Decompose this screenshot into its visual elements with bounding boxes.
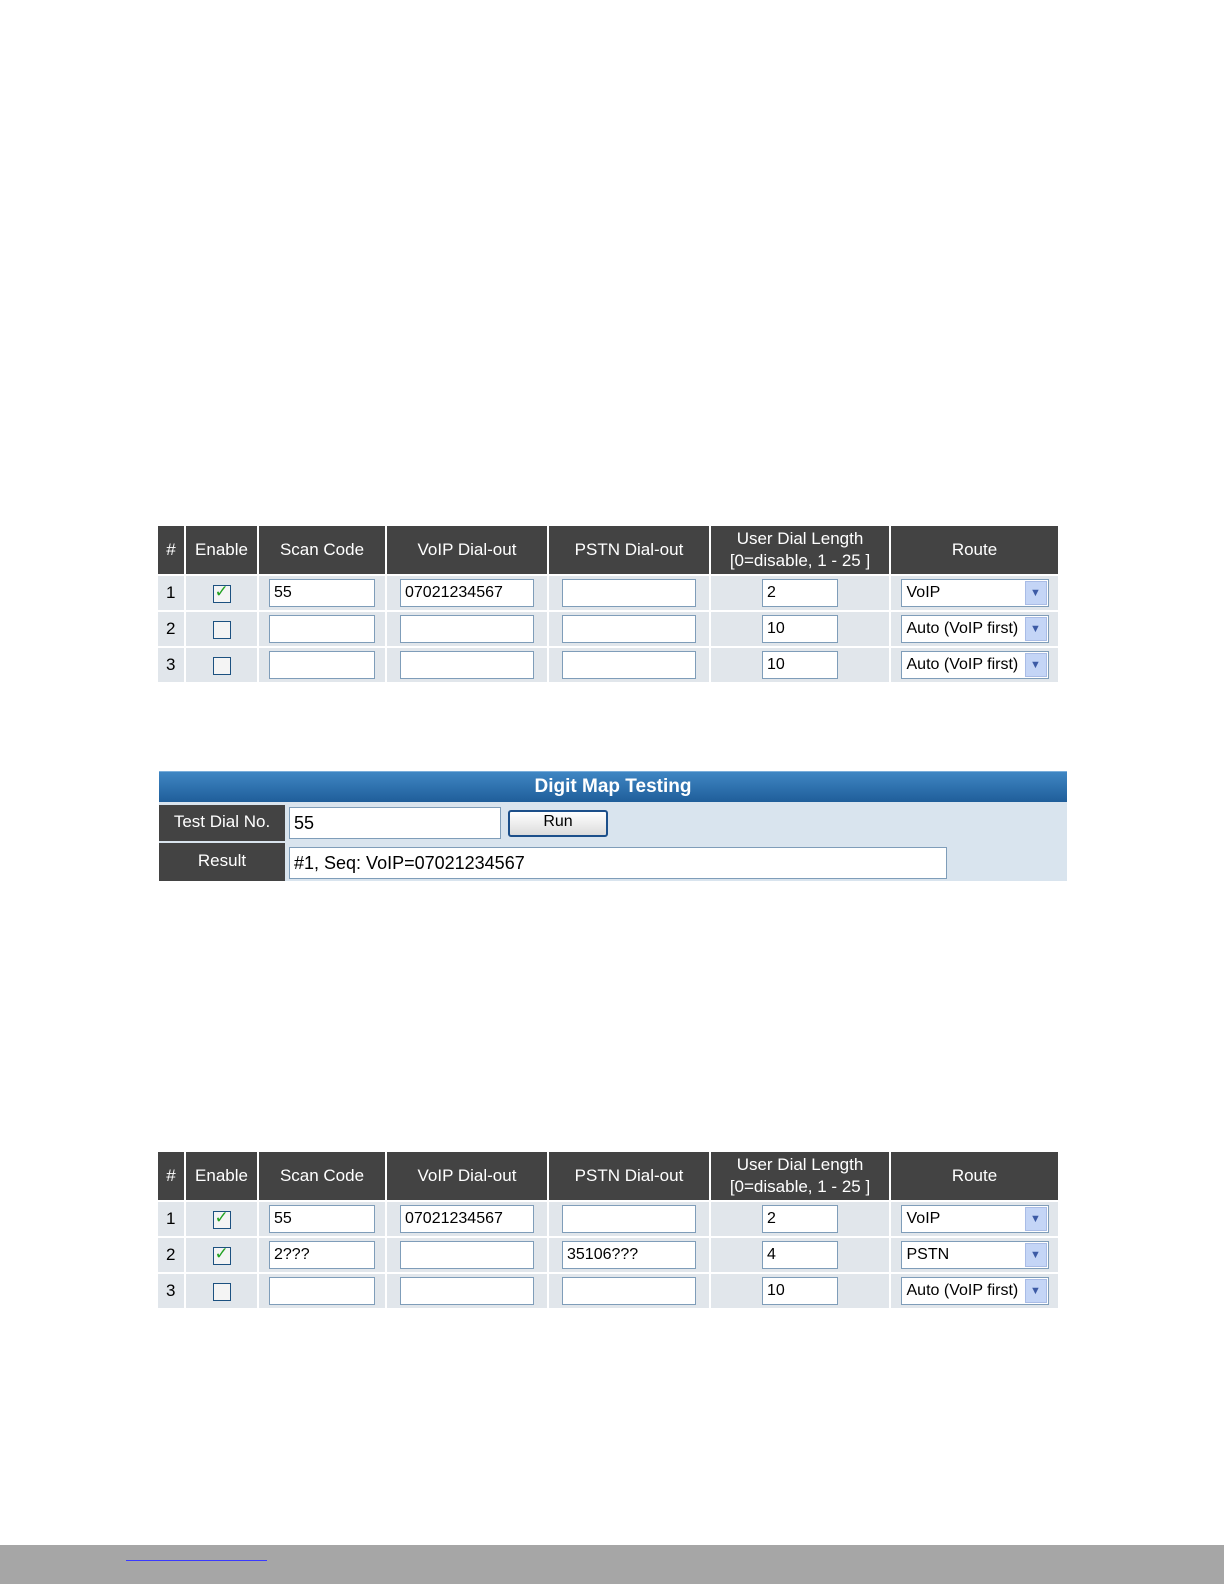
col-header-scan-code: Scan Code (258, 526, 386, 575)
user-dial-length-input[interactable]: 4 (762, 1241, 838, 1269)
pstn-dial-out-cell (548, 575, 710, 611)
scan-code-cell (258, 1237, 386, 1273)
col-header-route: Route (890, 1152, 1058, 1201)
col-header-route: Route (890, 526, 1058, 575)
user-dial-length-cell (710, 1201, 890, 1237)
col-header-pstn-dial-out: PSTN Dial-out (548, 1152, 710, 1201)
route-select-value: Auto (VoIP first) (906, 656, 1019, 673)
user-dial-length-input[interactable]: 10 (762, 615, 838, 643)
table-row (158, 647, 1058, 682)
voip-dial-out-input[interactable]: 07021234567 (400, 1205, 534, 1233)
chevron-down-icon[interactable]: ▼ (1025, 1243, 1047, 1267)
user-dial-length-cell (710, 1273, 890, 1308)
voip-dial-out-input[interactable] (400, 651, 534, 679)
row-number: 3 (158, 1273, 185, 1308)
col-header-user-dial-length-range: [0=disable, 1 - 25 ] (729, 1177, 871, 1196)
enable-checkbox[interactable] (213, 1283, 231, 1301)
user-dial-length-input[interactable]: 2 (762, 579, 838, 607)
col-header-scan-code: Scan Code (258, 1152, 386, 1201)
chevron-down-icon[interactable]: ▼ (1025, 1207, 1047, 1231)
row-number: 1 (158, 1201, 185, 1237)
col-header-number: # (158, 526, 185, 575)
pstn-dial-out-input[interactable] (562, 1205, 696, 1233)
route-select-value: PSTN (906, 1246, 950, 1263)
enable-checkbox[interactable] (213, 1243, 231, 1265)
digit-map-testing-panel (159, 771, 1067, 881)
digit-map-table-2 (158, 1152, 1058, 1308)
user-dial-length-input[interactable]: 10 (762, 1277, 838, 1305)
enable-checkbox[interactable] (213, 581, 231, 603)
chevron-down-icon[interactable]: ▼ (1025, 1279, 1047, 1303)
route-cell (890, 1201, 1058, 1237)
route-select[interactable] (901, 651, 1049, 679)
chevron-down-icon[interactable]: ▼ (1025, 581, 1047, 605)
voip-dial-out-input[interactable] (400, 1277, 534, 1305)
scan-code-cell (258, 611, 386, 647)
route-select-value: Auto (VoIP first) (906, 620, 1019, 637)
table-row (158, 1273, 1058, 1308)
col-header-enable: Enable (185, 1152, 258, 1201)
scan-code-cell (258, 1201, 386, 1237)
pstn-dial-out-cell (548, 611, 710, 647)
route-select[interactable] (901, 1205, 1049, 1233)
footer-link[interactable] (126, 1559, 267, 1561)
table-row (158, 575, 1058, 611)
scan-code-input[interactable]: 55 (269, 579, 375, 607)
panel-title: Digit Map Testing (159, 771, 1067, 802)
route-select-value: VoIP (906, 584, 941, 601)
col-header-enable: Enable (185, 526, 258, 575)
user-dial-length-input[interactable]: 10 (762, 651, 838, 679)
user-dial-length-cell (710, 611, 890, 647)
route-select[interactable] (901, 615, 1049, 643)
scan-code-input[interactable]: 55 (269, 1205, 375, 1233)
pstn-dial-out-cell (548, 647, 710, 682)
user-dial-length-cell (710, 1237, 890, 1273)
voip-dial-out-cell (386, 575, 548, 611)
scan-code-cell (258, 575, 386, 611)
enable-cell (185, 1201, 258, 1237)
voip-dial-out-cell (386, 611, 548, 647)
user-dial-length-cell (710, 647, 890, 682)
voip-dial-out-input[interactable] (400, 1241, 534, 1269)
pstn-dial-out-input[interactable] (562, 579, 696, 607)
col-header-voip-dial-out: VoIP Dial-out (386, 526, 548, 575)
enable-checkbox[interactable] (213, 657, 231, 675)
enable-checkbox[interactable] (213, 621, 231, 639)
row-number: 3 (158, 647, 185, 682)
route-select[interactable] (901, 579, 1049, 607)
scan-code-input[interactable] (269, 615, 375, 643)
user-dial-length-cell (710, 575, 890, 611)
voip-dial-out-cell (386, 1237, 548, 1273)
route-select[interactable] (901, 1277, 1049, 1305)
enable-cell (185, 1273, 258, 1308)
pstn-dial-out-input[interactable] (562, 651, 696, 679)
route-cell (890, 575, 1058, 611)
table-header-row (158, 1152, 1058, 1201)
route-cell (890, 647, 1058, 682)
table-row (158, 611, 1058, 647)
scan-code-input[interactable] (269, 651, 375, 679)
route-cell (890, 1237, 1058, 1273)
enable-cell (185, 1237, 258, 1273)
col-header-user-dial-length (710, 526, 890, 575)
footer-bar (0, 1545, 1224, 1584)
table-header-row (158, 526, 1058, 575)
row-number: 2 (158, 611, 185, 647)
chevron-down-icon[interactable]: ▼ (1025, 617, 1047, 641)
enable-cell (185, 611, 258, 647)
voip-dial-out-input[interactable] (400, 615, 534, 643)
chevron-down-icon[interactable]: ▼ (1025, 653, 1047, 677)
row-number: 1 (158, 575, 185, 611)
pstn-dial-out-cell (548, 1273, 710, 1308)
route-select-value: VoIP (906, 1210, 941, 1227)
route-cell (890, 611, 1058, 647)
check-icon: ✓ (214, 1207, 229, 1228)
scan-code-cell (258, 1273, 386, 1308)
pstn-dial-out-cell (548, 1201, 710, 1237)
scan-code-cell (258, 647, 386, 682)
row-number: 2 (158, 1237, 185, 1273)
digit-map-table-1 (158, 526, 1058, 682)
col-header-user-dial-length-range: [0=disable, 1 - 25 ] (729, 551, 871, 570)
route-select[interactable] (901, 1241, 1049, 1269)
voip-dial-out-cell (386, 647, 548, 682)
col-header-user-dial-length (710, 1152, 890, 1201)
user-dial-length-input[interactable]: 2 (762, 1205, 838, 1233)
pstn-dial-out-input[interactable] (562, 615, 696, 643)
result-label: Result (159, 843, 285, 881)
col-header-user-dial-length-title: User Dial Length (736, 529, 864, 548)
col-header-pstn-dial-out: PSTN Dial-out (548, 526, 710, 575)
test-dial-input[interactable]: 55 (289, 807, 501, 839)
voip-dial-out-input[interactable]: 07021234567 (400, 579, 534, 607)
col-header-number: # (158, 1152, 185, 1201)
route-select-value: Auto (VoIP first) (906, 1282, 1019, 1299)
check-icon: ✓ (214, 1243, 229, 1264)
pstn-dial-out-input[interactable] (562, 1277, 696, 1305)
voip-dial-out-cell (386, 1201, 548, 1237)
route-cell (890, 1273, 1058, 1308)
result-field: #1, Seq: VoIP=07021234567 (289, 847, 947, 879)
pstn-dial-out-cell (548, 1237, 710, 1273)
enable-cell (185, 575, 258, 611)
voip-dial-out-cell (386, 1273, 548, 1308)
table-row (158, 1237, 1058, 1273)
enable-cell (185, 647, 258, 682)
pstn-dial-out-input[interactable]: 35106??? (562, 1241, 696, 1269)
test-dial-label: Test Dial No. (159, 805, 285, 841)
check-icon: ✓ (214, 581, 229, 602)
scan-code-input[interactable] (269, 1277, 375, 1305)
col-header-user-dial-length-title: User Dial Length (736, 1155, 864, 1174)
col-header-voip-dial-out: VoIP Dial-out (386, 1152, 548, 1201)
run-button[interactable]: Run (508, 810, 608, 837)
scan-code-input[interactable]: 2??? (269, 1241, 375, 1269)
enable-checkbox[interactable] (213, 1207, 231, 1229)
table-row (158, 1201, 1058, 1237)
